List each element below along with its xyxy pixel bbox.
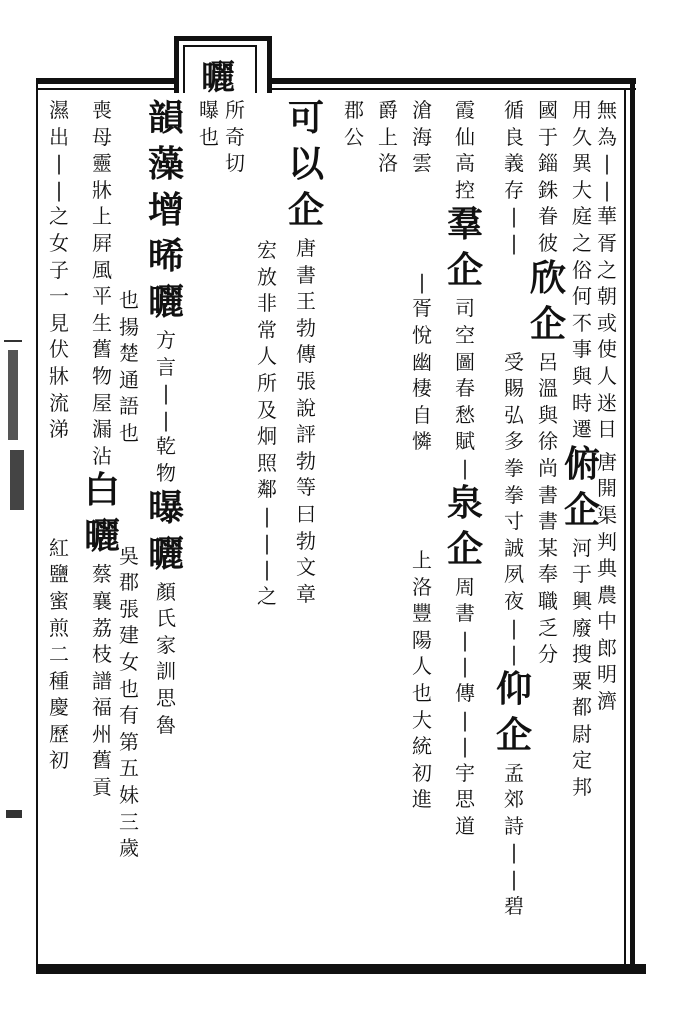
glyph: 彼 (538, 230, 558, 255)
left-margin-fragment (0, 90, 30, 960)
glyph: 楚 (119, 341, 139, 366)
glyph: 也 (199, 124, 219, 149)
glyph: 悅 (412, 322, 432, 347)
glyph: 宏 (257, 238, 277, 262)
glyph: 控 (455, 177, 475, 202)
glyph: 于 (538, 124, 558, 149)
glyph: 也 (119, 288, 139, 312)
headword-glyph: 曬 (83, 515, 120, 558)
column-6 (409, 100, 435, 816)
glyph: 所 (225, 98, 245, 122)
glyph: 胥 (412, 296, 432, 321)
glyph: | (510, 230, 518, 255)
glyph: 雲 (412, 151, 432, 176)
glyph: 女 (49, 230, 69, 255)
glyph: 棲 (412, 376, 432, 401)
headword-glyph: 以 (287, 143, 324, 185)
glyph: 之 (49, 204, 69, 229)
glyph: 物 (92, 363, 112, 388)
glyph: 胥 (597, 230, 617, 255)
glyph: 張 (296, 368, 316, 393)
glyph: 評 (296, 422, 316, 447)
glyph: 搜 (572, 642, 592, 667)
glyph: 朝 (597, 284, 617, 309)
headword-tab-label: 曬 (201, 58, 235, 98)
glyph: 迷 (597, 390, 617, 415)
glyph: 鄰 (257, 477, 277, 502)
glyph: 圖 (455, 349, 475, 374)
glyph: 初 (412, 760, 432, 785)
glyph: 興 (572, 588, 592, 613)
glyph: 之 (572, 230, 592, 255)
glyph: 周 (455, 574, 475, 599)
glyph: 初 (49, 748, 69, 773)
glyph: 勃 (296, 315, 316, 340)
column-4 (492, 100, 536, 922)
glyph: 海 (412, 124, 432, 149)
glyph: 霞 (455, 98, 475, 122)
glyph: 呂 (538, 349, 558, 374)
glyph: 庭 (572, 204, 592, 229)
glyph: 為 (597, 124, 617, 149)
glyph: 歷 (49, 721, 69, 746)
column-11 (222, 100, 248, 180)
glyph: 第 (119, 729, 139, 754)
glyph: 弘 (504, 402, 524, 427)
glyph: 國 (538, 98, 558, 122)
glyph: 傳 (455, 680, 475, 705)
glyph: | (461, 627, 469, 652)
glyph: 見 (49, 310, 69, 335)
glyph: 風 (92, 257, 112, 282)
glyph: 漏 (92, 417, 112, 442)
glyph: 河 (572, 535, 592, 560)
glyph: | (263, 503, 271, 528)
glyph: 華 (597, 204, 617, 229)
glyph: 舊 (92, 748, 112, 773)
top-border-rule (36, 78, 636, 84)
glyph: 建 (119, 623, 139, 648)
glyph: 空 (455, 322, 475, 347)
glyph: 使 (597, 337, 617, 362)
glyph: 循 (504, 98, 524, 122)
glyph: 屋 (92, 390, 112, 415)
glyph: 常 (257, 317, 277, 342)
glyph: 陽 (412, 627, 432, 652)
glyph: 用 (572, 98, 592, 122)
glyph: 自 (412, 402, 432, 427)
glyph: | (510, 615, 518, 640)
glyph: 炯 (257, 424, 277, 449)
glyph: 歲 (119, 836, 139, 861)
glyph: 非 (257, 291, 277, 316)
glyph: 勃 (296, 528, 316, 553)
glyph: 都 (572, 695, 592, 720)
glyph: 生 (92, 310, 112, 335)
column-7 (375, 100, 401, 180)
glyph: 奇 (225, 124, 245, 149)
glyph: 襄 (92, 588, 112, 613)
glyph: | (461, 707, 469, 732)
glyph: 日 (597, 417, 617, 442)
glyph: 勃 (296, 448, 316, 473)
headword-glyph: 企 (446, 249, 483, 292)
glyph: 傳 (296, 342, 316, 367)
glyph: 乾 (156, 434, 176, 459)
glyph: 牀 (49, 363, 69, 388)
glyph: 賦 (455, 429, 475, 454)
right-border-rule (630, 78, 635, 970)
glyph: 枝 (92, 642, 112, 667)
column-16 (46, 100, 72, 777)
glyph: 眷 (538, 204, 558, 229)
glyph: 司 (455, 296, 475, 321)
glyph: 仙 (455, 124, 475, 149)
headword-glyph: 可 (287, 97, 324, 139)
headword-glyph: 曬 (147, 532, 184, 575)
glyph: 濟 (597, 689, 617, 714)
glyph: 等 (296, 475, 316, 500)
column-15 (80, 100, 124, 804)
glyph: 揚 (119, 314, 139, 339)
glyph: 不 (572, 310, 592, 335)
headword-glyph: 仰 (495, 667, 532, 710)
glyph: 文 (296, 555, 316, 580)
glyph: 銖 (538, 177, 558, 202)
glyph: 二 (49, 642, 69, 667)
glyph: 譜 (92, 668, 112, 693)
glyph: 紅 (49, 535, 69, 560)
glyph: | (510, 840, 518, 865)
glyph: 與 (538, 402, 558, 427)
glyph: 洛 (412, 574, 432, 599)
glyph: 上 (92, 204, 112, 229)
top-inner-rule (36, 88, 636, 90)
glyph: 道 (455, 813, 475, 838)
glyph: 滄 (412, 98, 432, 122)
glyph: 蔡 (92, 562, 112, 587)
glyph: | (162, 381, 170, 406)
glyph: 職 (538, 588, 558, 613)
glyph: | (510, 867, 518, 892)
glyph: 妹 (119, 782, 139, 807)
glyph: 判 (597, 529, 617, 554)
glyph: 也 (119, 676, 139, 701)
glyph: 時 (572, 390, 592, 415)
glyph: 舊 (92, 337, 112, 362)
headword-glyph: 欣 (529, 256, 566, 299)
glyph: 于 (572, 562, 592, 587)
glyph: 農 (597, 582, 617, 607)
glyph: 平 (92, 284, 112, 309)
glyph: | (418, 269, 426, 294)
glyph: 誠 (504, 535, 524, 560)
glyph: 邦 (572, 775, 592, 800)
glyph: 涕 (49, 417, 69, 442)
glyph: 曰 (296, 501, 316, 526)
glyph: | (263, 530, 271, 555)
glyph: 氏 (156, 606, 176, 631)
glyph: 三 (119, 809, 139, 834)
glyph: 與 (572, 363, 592, 388)
glyph: 鹽 (49, 562, 69, 587)
headword-glyph: 曬 (147, 281, 184, 323)
headword-glyph: 俯 (563, 442, 600, 485)
glyph: 也 (412, 680, 432, 705)
glyph: 也 (119, 420, 139, 445)
glyph: | (510, 204, 518, 229)
glyph: 或 (597, 310, 617, 335)
glyph: 高 (455, 151, 475, 176)
glyph: 事 (572, 337, 592, 362)
glyph: 拳 (504, 482, 524, 507)
glyph: 說 (296, 395, 316, 420)
glyph: 明 (597, 662, 617, 687)
glyph: 子 (49, 257, 69, 282)
glyph: 切 (225, 151, 245, 176)
glyph: 人 (597, 363, 617, 388)
glyph: 煎 (49, 615, 69, 640)
headword-glyph: 曝 (147, 486, 184, 529)
glyph: 公 (344, 124, 364, 149)
glyph: 郡 (119, 570, 139, 595)
glyph: 語 (119, 394, 139, 419)
glyph: 濕 (49, 98, 69, 122)
glyph: 郊 (504, 787, 524, 812)
glyph: 愁 (455, 402, 475, 427)
headword-glyph: 企 (446, 527, 483, 570)
glyph: 郡 (344, 98, 364, 122)
glyph: | (461, 734, 469, 759)
glyph: 喪 (92, 98, 112, 122)
glyph: 思 (455, 787, 475, 812)
glyph: 所 (257, 370, 277, 395)
glyph: 之 (597, 257, 617, 282)
glyph: 一 (49, 284, 69, 309)
column-5 (443, 100, 487, 842)
glyph: 受 (504, 349, 524, 374)
headword-glyph: 韻 (147, 97, 184, 139)
headword-glyph: 泉 (446, 481, 483, 524)
glyph: 流 (49, 390, 69, 415)
glyph: 典 (597, 556, 617, 581)
glyph: 存 (504, 177, 524, 202)
headword-glyph: 白 (83, 469, 120, 512)
glyph: 吳 (119, 543, 139, 568)
glyph: 豐 (412, 601, 432, 626)
glyph: 碧 (504, 893, 524, 918)
glyph: 有 (119, 703, 139, 728)
glyph: 王 (296, 289, 316, 314)
glyph: 之 (257, 583, 277, 608)
glyph: | (603, 177, 611, 202)
glyph: | (263, 557, 271, 582)
glyph: 曝 (199, 98, 219, 122)
glyph: 方 (156, 328, 176, 352)
glyph: 定 (572, 748, 592, 773)
glyph: 書 (455, 601, 475, 626)
glyph: 唐 (296, 236, 316, 260)
glyph: | (55, 177, 63, 202)
headword-glyph: 晞 (147, 235, 184, 277)
glyph: 粟 (572, 668, 592, 693)
glyph: 憐 (412, 429, 432, 454)
glyph: 夜 (504, 588, 524, 613)
glyph: 上 (412, 547, 432, 572)
glyph: 及 (257, 397, 277, 422)
glyph: 分 (538, 642, 558, 667)
glyph: 物 (156, 460, 176, 485)
headword-glyph: 羣 (446, 203, 483, 246)
left-border-rule (36, 84, 38, 968)
glyph: 洛 (378, 151, 398, 176)
glyph: 家 (156, 632, 176, 657)
glyph: 通 (119, 367, 139, 392)
glyph: 人 (412, 654, 432, 679)
column-10 (254, 240, 280, 612)
glyph: 奉 (538, 562, 558, 587)
glyph: | (510, 642, 518, 667)
right-inner-rule (624, 88, 626, 968)
glyph: 人 (257, 344, 277, 369)
glyph: 言 (156, 354, 176, 379)
glyph: 渠 (597, 502, 617, 527)
glyph: 蜜 (49, 588, 69, 613)
glyph: 靈 (92, 151, 112, 176)
glyph: 徐 (538, 429, 558, 454)
glyph: | (461, 455, 469, 480)
glyph: 異 (572, 151, 592, 176)
glyph: 屛 (92, 230, 112, 255)
glyph: | (162, 407, 170, 432)
glyph: 詩 (504, 813, 524, 838)
glyph: 唐 (597, 449, 617, 474)
glyph: 錙 (538, 151, 558, 176)
glyph: 上 (378, 124, 398, 149)
glyph: 賜 (504, 376, 524, 401)
column-13 (144, 97, 188, 741)
glyph: 俗 (572, 257, 592, 282)
glyph: 郎 (597, 635, 617, 660)
column-12 (196, 100, 222, 153)
glyph: 魯 (156, 712, 176, 737)
glyph: 乏 (538, 615, 558, 640)
headword-glyph: 企 (529, 302, 566, 345)
glyph: 爵 (378, 98, 398, 122)
glyph: 良 (504, 124, 524, 149)
glyph: 宇 (455, 760, 475, 785)
glyph: 伏 (49, 337, 69, 362)
glyph: 放 (257, 264, 277, 289)
glyph: 種 (49, 668, 69, 693)
glyph: 某 (538, 535, 558, 560)
glyph: 無 (597, 98, 617, 122)
headword-glyph: 藻 (147, 143, 184, 185)
glyph: 荔 (92, 615, 112, 640)
glyph: | (603, 151, 611, 176)
glyph: 張 (119, 596, 139, 621)
glyph: 何 (572, 284, 592, 309)
glyph: 廢 (572, 615, 592, 640)
glyph: 開 (597, 476, 617, 501)
headword-glyph: 企 (563, 488, 600, 531)
glyph: 女 (119, 649, 139, 674)
glyph: 中 (597, 609, 617, 634)
bottom-border-rule (36, 964, 646, 974)
glyph: 母 (92, 124, 112, 149)
glyph: 遷 (572, 417, 592, 442)
glyph: 夙 (504, 562, 524, 587)
glyph: 出 (49, 124, 69, 149)
glyph: 拳 (504, 455, 524, 480)
glyph: 照 (257, 450, 277, 475)
glyph: 溫 (538, 376, 558, 401)
headword-glyph: 企 (287, 189, 324, 231)
glyph: 章 (296, 581, 316, 606)
glyph: 貢 (92, 775, 112, 800)
glyph: 訓 (156, 659, 176, 684)
glyph: 顏 (156, 579, 176, 604)
glyph: 書 (296, 262, 316, 287)
glyph: 牀 (92, 177, 112, 202)
headword-glyph: 增 (147, 189, 184, 231)
glyph: 幽 (412, 349, 432, 374)
glyph: | (55, 151, 63, 176)
glyph: 福 (92, 695, 112, 720)
glyph: 統 (412, 734, 432, 759)
glyph: 慶 (49, 695, 69, 720)
glyph: 多 (504, 429, 524, 454)
glyph: 書 (538, 509, 558, 534)
column-8 (341, 100, 367, 153)
glyph: 沾 (92, 443, 112, 468)
glyph: 大 (412, 707, 432, 732)
headword-glyph: 企 (495, 713, 532, 756)
column-9 (284, 97, 328, 610)
glyph: 思 (156, 685, 176, 710)
glyph: 大 (572, 177, 592, 202)
glyph: 州 (92, 721, 112, 746)
glyph: 春 (455, 376, 475, 401)
glyph: 義 (504, 151, 524, 176)
glyph: 孟 (504, 760, 524, 785)
glyph: 尚 (538, 455, 558, 480)
glyph: 久 (572, 124, 592, 149)
glyph: 寸 (504, 509, 524, 534)
glyph: 尉 (572, 721, 592, 746)
glyph: 進 (412, 787, 432, 812)
glyph: | (461, 654, 469, 679)
glyph: 書 (538, 482, 558, 507)
glyph: 五 (119, 756, 139, 781)
